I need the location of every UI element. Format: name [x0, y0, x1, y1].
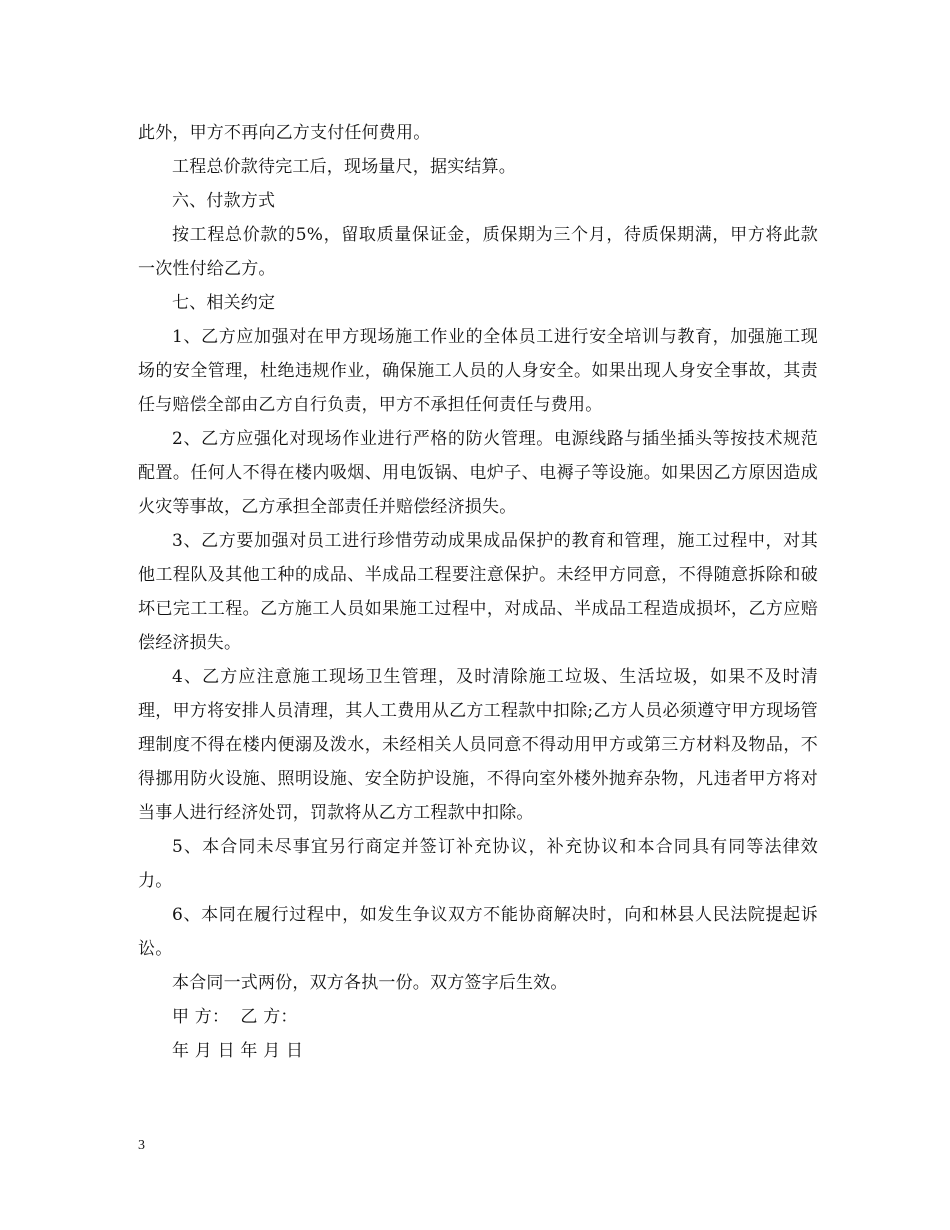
signature-dates: 年 月 日 年 月 日: [172, 1041, 304, 1061]
paragraph-settlement: 工程总价款待完工后，现场量尺，据实结算。: [172, 157, 516, 177]
section-heading-agreements: 七、相关约定: [172, 293, 276, 313]
page-number: 3: [138, 1138, 145, 1153]
clause-2: 2、乙方应强化对现场作业进行严格的防火管理。电源线路与插坐插头等按技术规范配置。任何人不得在楼内吸烟、用电饭锅、电炉子、电褥子等设施。如果因乙方原因造成火灾等事故，乙方承担全部责任并赔偿经济损失。: [138, 429, 818, 517]
clause-4: 4、乙方应注意施工现场卫生管理，及时清除施工垃圾、生活垃圾，如果不及时清理，甲方将安排人员清理，其人工费用从乙方工程款中扣除;乙方人员必须遵守甲方现场管理制度不得在楼内便溺及泼水，未经相关人员同意不得动用甲方或第三方材料及物品，不得挪用防火设施、照明设施、安全防护设施，不得向室外楼外抛弃杂物，凡违者甲方将对当事人进行经济处罚，罚款将从乙方工程款中扣除。: [138, 667, 818, 823]
paragraph-copies: 本合同一式两份，双方各执一份。双方签字后生效。: [172, 973, 568, 993]
document-body: [138, 116, 818, 1068]
signature-parties: 甲 方： 乙 方：: [172, 1007, 298, 1027]
clause-5: 5、本合同未尽事宜另行商定并签订补充协议，补充协议和本合同具有同等法律效力。: [138, 837, 818, 891]
clause-3: 3、乙方要加强对员工进行珍惜劳动成果成品保护的教育和管理，施工过程中，对其他工程队及其他工种的成品、半成品工程要注意保护。未经甲方同意，不得随意拆除和破坏已完工工程。乙方施工人员如果施工过程中，对成品、半成品工程造成损坏，乙方应赔偿经济损失。: [138, 531, 818, 653]
section-heading-payment: 六、付款方式: [172, 191, 276, 211]
clause-6: 6、本同在履行过程中，如发生争议双方不能协商解决时，向和林县人民法院提起诉讼。: [138, 905, 818, 959]
paragraph-continuation: 此外，甲方不再向乙方支付任何费用。: [138, 123, 431, 143]
clause-1: 1、乙方应加强对在甲方现场施工作业的全体员工进行安全培训与教育，加强施工现场的安全管理，杜绝违规作业，确保施工人员的人身安全。如果出现人身安全事故，其责任与赔偿全部由乙方自行负责，甲方不承担任何责任与费用。: [138, 327, 818, 415]
paragraph-payment: 按工程总价款的5%，留取质量保证金，质保期为三个月，待质保期满，甲方将此款一次性付给乙方。: [138, 225, 818, 279]
